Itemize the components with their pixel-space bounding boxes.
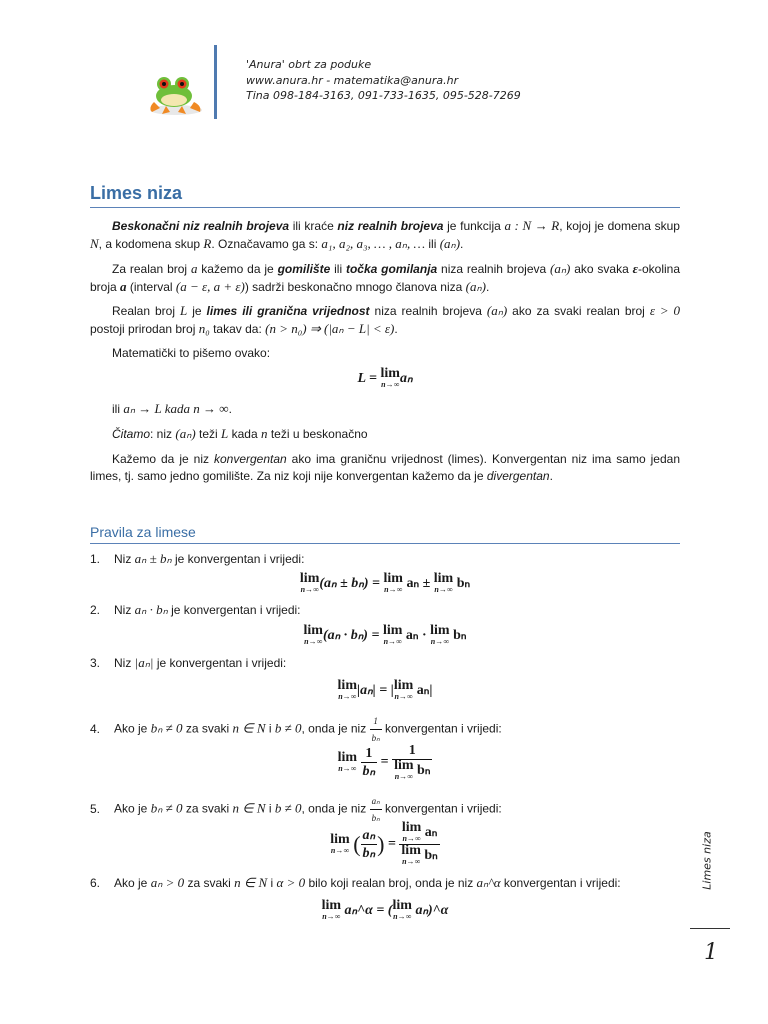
- side-label: [700, 826, 723, 896]
- math: (aₙ): [439, 236, 461, 251]
- frac-num: 1: [361, 746, 378, 763]
- f-text: (aₙ · bₙ) =: [322, 628, 383, 644]
- inline-fraction: [370, 713, 382, 746]
- math: b ≠ 0: [274, 800, 302, 816]
- page-number: 1: [704, 940, 718, 965]
- text: . Označavamo ga s:: [211, 237, 322, 251]
- frac-den: bₙ: [371, 813, 380, 823]
- frac-num: aₙ: [370, 793, 382, 810]
- lim-operator: [392, 900, 411, 922]
- lim-sub: n→∞: [300, 585, 319, 594]
- lim-text: lim: [393, 678, 414, 693]
- f-text: aₙ)^α: [415, 903, 449, 919]
- frog-logo: [144, 66, 208, 118]
- rule-number: 4.: [90, 721, 101, 736]
- section-title: Pravila za limese: [90, 524, 196, 540]
- lim-operator: [434, 573, 453, 595]
- text: (interval: [126, 280, 176, 294]
- lim-sub: n→∞: [383, 637, 402, 646]
- header-line-2: www.anura.hr - matematika@anura.hr: [246, 73, 459, 87]
- text: Kažemo da je niz: [112, 452, 214, 466]
- text: je konvergentan i vrijedi:: [167, 603, 301, 617]
- lim-operator: [394, 680, 413, 702]
- text: je: [187, 304, 207, 318]
- paragraph-convergence: [90, 451, 680, 485]
- text: ako svaka: [570, 262, 633, 276]
- text: ako za svaki realan broj: [507, 304, 650, 318]
- math: (a − ε, a + ε): [175, 279, 245, 294]
- math: L: [180, 303, 188, 318]
- lim-sub: n→∞: [304, 637, 323, 646]
- rule-6: [90, 875, 680, 891]
- text: za svaki: [182, 721, 233, 736]
- text: konvergentan i vrijedi:: [500, 876, 621, 890]
- f-text: aₙ ±: [406, 576, 434, 592]
- lim-operator: [304, 625, 323, 647]
- paragraph-notation: Matematički to pišemo ovako:: [112, 346, 271, 360]
- text: .: [485, 280, 490, 294]
- header-divider: [214, 45, 217, 119]
- paragraph-limit: [90, 302, 680, 338]
- lim-operator: [337, 749, 358, 774]
- lim-operator: [401, 845, 420, 867]
- lim-operator: [322, 900, 341, 922]
- text: .: [394, 322, 398, 336]
- text: ) sadrži beskonačno mnogo članova niza: [244, 280, 466, 294]
- lim-operator: [338, 680, 357, 702]
- formula-4: [90, 743, 680, 782]
- footer-rule: [690, 928, 730, 929]
- text: takav da:: [209, 322, 266, 336]
- text: ili kraće: [289, 219, 338, 233]
- text: Ako je: [114, 876, 151, 890]
- math: a₁, a₂, a₃, … , aₙ, …: [321, 236, 426, 251]
- frac-den: bₙ: [362, 846, 376, 861]
- f-text: bₙ: [453, 628, 467, 644]
- frac-den: [399, 845, 439, 867]
- text: kažemo da je: [197, 262, 278, 276]
- f-text: bₙ: [417, 763, 431, 779]
- lim-sub: n→∞: [430, 637, 449, 646]
- frac-den: bₙ: [371, 733, 380, 743]
- math: aₙ^α: [476, 875, 501, 890]
- lim-text: lim: [321, 898, 342, 913]
- f-text: bₙ: [456, 576, 471, 592]
- lim-sub: n→∞: [384, 585, 403, 594]
- math: a: [190, 261, 198, 276]
- text: je konvergentan i vrijedi:: [153, 656, 287, 670]
- math: aₙ · bₙ: [134, 602, 168, 617]
- text: niza realnih brojeva: [437, 262, 551, 276]
- term: gomilište: [277, 262, 331, 276]
- lim-text: lim: [303, 623, 323, 638]
- text: Niz: [114, 656, 135, 670]
- lim-sub: n→∞: [394, 772, 413, 781]
- math: aₙ ± bₙ: [134, 551, 172, 566]
- f-text: aₙ ·: [405, 628, 431, 644]
- header-line-1: 'Anura' obrt za poduke: [246, 58, 372, 71]
- fraction: [361, 746, 378, 780]
- f-text: aₙ: [424, 825, 438, 841]
- math: R: [203, 236, 212, 251]
- math: (aₙ): [465, 279, 486, 294]
- math: (n > n₀) ⇒ (|aₙ − L| < ε): [265, 321, 395, 336]
- eq-rhs: aₙ: [399, 371, 413, 387]
- text: .: [228, 402, 232, 416]
- fraction: [399, 822, 439, 867]
- rule-3: [90, 655, 680, 671]
- text: , kojoj je domena skup: [559, 219, 680, 233]
- lim-sub: n→∞: [381, 380, 400, 389]
- lim-operator: [384, 573, 403, 595]
- rule-number: 2.: [90, 603, 101, 617]
- lim-operator: [380, 368, 399, 390]
- text: kada: [228, 427, 261, 441]
- math: |aₙ|: [134, 655, 154, 670]
- math: (aₙ): [175, 426, 196, 441]
- f-text: aₙ^α = (: [344, 903, 393, 919]
- lim-sub: n→∞: [434, 585, 453, 594]
- math: a : N → R: [504, 218, 560, 233]
- math: n: [260, 426, 268, 441]
- text: ili: [330, 262, 346, 276]
- term: konvergentan: [213, 452, 287, 466]
- formula-2: [90, 625, 680, 647]
- lim-sub: n→∞: [322, 912, 341, 921]
- frac-num: aₙ: [362, 828, 376, 843]
- f-text: =: [377, 754, 393, 770]
- lim-operator: [383, 625, 402, 647]
- contact-header: [246, 57, 521, 104]
- lim-operator: [330, 831, 350, 856]
- f-text: (aₙ ± bₙ) =: [319, 576, 384, 592]
- math: n₀: [198, 321, 210, 336]
- page-title: Limes niza: [90, 183, 183, 203]
- text: Ako je: [114, 801, 151, 816]
- text: niza realnih brojeva: [369, 304, 487, 318]
- paren: ): [377, 831, 385, 857]
- text: za svaki: [182, 801, 233, 816]
- lim-operator: [430, 625, 449, 647]
- lim-text: lim: [330, 831, 350, 847]
- rule-number: 3.: [90, 656, 101, 670]
- text: ili: [425, 237, 440, 251]
- text: za svaki: [184, 876, 235, 890]
- text: , a kodomena skup: [98, 237, 204, 251]
- paragraph-accumulation: [90, 260, 680, 296]
- text: je konvergentan i vrijedi:: [171, 552, 305, 566]
- math: ε > 0: [649, 303, 680, 318]
- math: bₙ ≠ 0: [150, 800, 183, 816]
- f-text: =: [384, 836, 400, 852]
- term: točka gomilanja: [345, 262, 438, 276]
- f-text: aₙ|: [416, 683, 433, 699]
- f-text: bₙ: [424, 848, 438, 864]
- text: postoji prirodan broj: [90, 322, 199, 336]
- lim-operator: [300, 573, 319, 595]
- lim-text: lim: [430, 623, 450, 638]
- text: Čitamo: [112, 427, 151, 441]
- lim-text: lim: [401, 843, 421, 858]
- text: Za realan broj: [112, 262, 191, 276]
- text: : niz: [150, 427, 176, 441]
- math: n ∈ N: [232, 720, 266, 736]
- term-sequence: niz realnih brojeva: [337, 219, 444, 233]
- text: ili: [112, 402, 124, 416]
- text: konvergentan i vrijedi:: [381, 801, 502, 816]
- paren: (: [353, 831, 361, 857]
- rule-number: 6.: [90, 876, 101, 890]
- lim-sub: n→∞: [402, 834, 421, 843]
- lim-operator: [402, 822, 421, 844]
- lim-text: lim: [337, 678, 357, 693]
- text: teži u beskonačno: [267, 427, 368, 441]
- lim-operator: [394, 760, 413, 782]
- math: N: [90, 236, 99, 251]
- text: Realan broj: [112, 304, 180, 318]
- title-rule: [90, 207, 680, 208]
- frac-den: [392, 760, 432, 782]
- math: (aₙ): [550, 261, 571, 276]
- text: , onda je niz: [301, 721, 370, 736]
- lim-text: lim: [401, 820, 422, 835]
- paragraph-definition: [90, 217, 680, 253]
- text: i: [265, 801, 275, 816]
- f-text: |aₙ| = |: [357, 683, 394, 699]
- math: L: [221, 426, 229, 441]
- math: α > 0: [276, 875, 306, 890]
- text: i: [265, 721, 275, 736]
- rule-4: [90, 713, 680, 746]
- math: bₙ ≠ 0: [150, 720, 183, 736]
- term: divergentan: [486, 469, 550, 483]
- text: je funkcija: [443, 219, 505, 233]
- rule-number: 1.: [90, 552, 101, 566]
- math: (aₙ): [486, 303, 508, 318]
- text: teži: [195, 427, 222, 441]
- lim-text: lim: [337, 749, 358, 765]
- math: n ∈ N: [232, 800, 266, 816]
- lim-sub: n→∞: [338, 763, 357, 773]
- lim-text: lim: [383, 571, 403, 586]
- text: ako ima graničnu vrijednost (limes). Konvergentan niz ima samo jedan limes, tj. samo jedno gomilište. Za niz koji nije konvergentan kažemo da je: [90, 452, 680, 483]
- lim-sub: n→∞: [393, 912, 412, 921]
- side-label-text: Limes niza: [700, 831, 714, 890]
- lim-text: lim: [299, 571, 320, 586]
- frac-num: [399, 822, 439, 845]
- fraction: [392, 743, 432, 782]
- lim-sub: n→∞: [394, 692, 413, 701]
- formula-3: [90, 680, 680, 702]
- frac-num: 1: [370, 713, 382, 730]
- formula-5: [90, 822, 680, 867]
- text: bilo koji realan broj, onda je niz: [305, 876, 477, 890]
- math: ε: [632, 261, 638, 276]
- fraction: [361, 827, 378, 862]
- math: a: [120, 279, 127, 294]
- header-line-3: Tina 098-184-3163, 091-733-1635, 095-528-7269: [246, 89, 521, 102]
- lim-sub: n→∞: [330, 845, 350, 855]
- lim-text: lim: [433, 571, 454, 586]
- text: i: [267, 876, 277, 890]
- lim-sub: n→∞: [402, 857, 421, 866]
- text: , onda je niz: [301, 801, 370, 816]
- text: Ako je: [114, 721, 151, 736]
- term-infinite-sequence: Beskonačni niz realnih brojeva: [112, 219, 290, 233]
- eq-lhs: L =: [357, 371, 381, 387]
- math: b ≠ 0: [274, 720, 302, 736]
- equation-main: [90, 368, 680, 390]
- term: limes ili granična vrijednost: [206, 304, 370, 318]
- text: konvergentan i vrijedi:: [381, 721, 502, 736]
- rule-number: 5.: [90, 801, 101, 816]
- text: .: [549, 469, 553, 483]
- formula-1: [90, 573, 680, 595]
- rule-1: [90, 551, 680, 567]
- text: -okolina broja: [90, 262, 681, 294]
- lim-text: lim: [380, 366, 400, 381]
- formula-6: [90, 900, 680, 922]
- math: aₙ → L kada n → ∞: [123, 401, 229, 416]
- lim-text: lim: [382, 623, 403, 638]
- math: n ∈ N: [234, 875, 268, 890]
- frac-den: bₙ: [362, 763, 376, 779]
- math: aₙ > 0: [150, 875, 185, 890]
- frac-num: 1: [392, 743, 432, 760]
- text: .: [460, 237, 464, 251]
- lim-text: lim: [392, 898, 412, 913]
- lim-text: lim: [394, 758, 414, 773]
- lim-sub: n→∞: [338, 692, 357, 701]
- text: Niz: [114, 552, 135, 566]
- paragraph-reading: [90, 425, 680, 443]
- rule-2: [90, 602, 680, 618]
- section-rule: [90, 543, 680, 544]
- text: Niz: [114, 603, 135, 617]
- paragraph-alternative: [90, 400, 680, 418]
